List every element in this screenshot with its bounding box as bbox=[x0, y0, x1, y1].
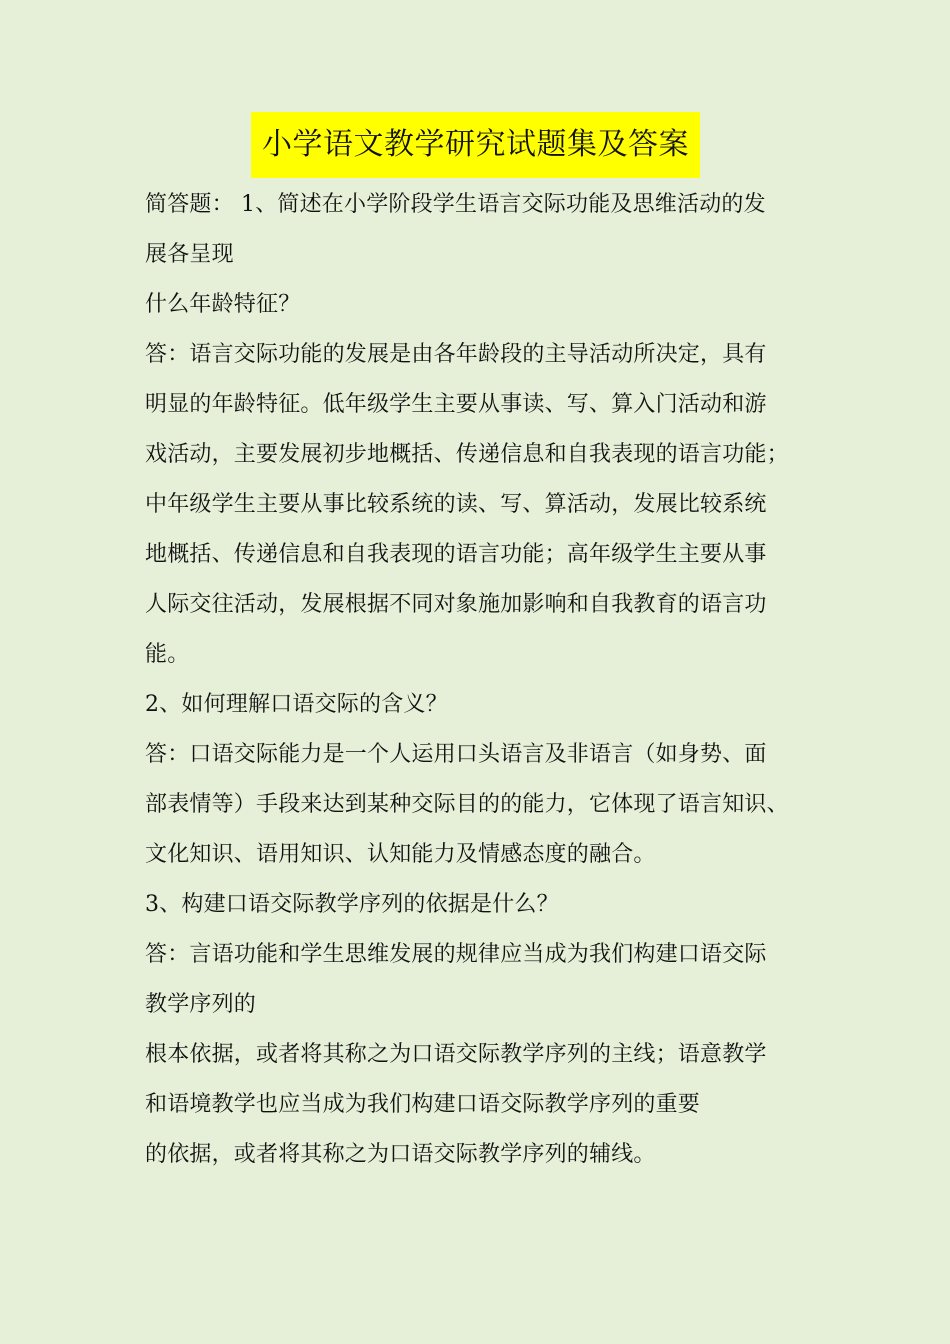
text-line: 部表情等）手段来达到某种交际目的的能力，它体现了语言知识、 bbox=[145, 792, 789, 817]
text-line: 中年级学生主要从事比较系统的读、写、算活动，发展比较系统 bbox=[145, 492, 767, 517]
document-title: 小学语文教学研究试题集及答案 bbox=[262, 127, 689, 162]
title-highlight bbox=[251, 112, 700, 178]
document-body bbox=[145, 180, 815, 1180]
text-line: 文化知识、语用知识、认知能力及情感态度的融合。 bbox=[145, 842, 656, 867]
text-line: 答：口语交际能力是一个人运用口头语言及非语言（如身势、面 bbox=[145, 742, 767, 767]
text-line: 简答题： 1、简述在小学阶段学生语言交际功能及思维活动的发 bbox=[145, 192, 766, 217]
text-line: 教学序列的 bbox=[145, 992, 257, 1017]
text-line: 和语境教学也应当成为我们构建口语交际教学序列的重要 bbox=[145, 1092, 701, 1117]
text-line: 答：言语功能和学生思维发展的规律应当成为我们构建口语交际 bbox=[145, 942, 767, 967]
text-line: 根本依据，或者将其称之为口语交际教学序列的主线；语意教学 bbox=[145, 1042, 767, 1067]
text-line: 答：语言交际功能的发展是由各年龄段的主导活动所决定，具有 bbox=[145, 342, 767, 367]
text-line: 展各呈现 bbox=[145, 242, 234, 267]
text-line: 什么年龄特征？ bbox=[145, 292, 301, 317]
text-line: 戏活动，主要发展初步地概括、传递信息和自我表现的语言功能； bbox=[145, 442, 789, 467]
text-line: 的依据，或者将其称之为口语交际教学序列的辅线。 bbox=[145, 1142, 656, 1167]
text-line: 能。 bbox=[145, 642, 190, 667]
text-line: 人际交往活动，发展根据不同对象施加影响和自我教育的语言功 bbox=[145, 592, 767, 617]
text-line: 明显的年龄特征。低年级学生主要从事读、写、算入门活动和游 bbox=[145, 392, 767, 417]
text-line: 3、构建口语交际教学序列的依据是什么？ bbox=[145, 892, 559, 917]
text-line: 地概括、传递信息和自我表现的语言功能；高年级学生主要从事 bbox=[145, 542, 767, 567]
text-line: 2、如何理解口语交际的含义？ bbox=[145, 692, 448, 717]
